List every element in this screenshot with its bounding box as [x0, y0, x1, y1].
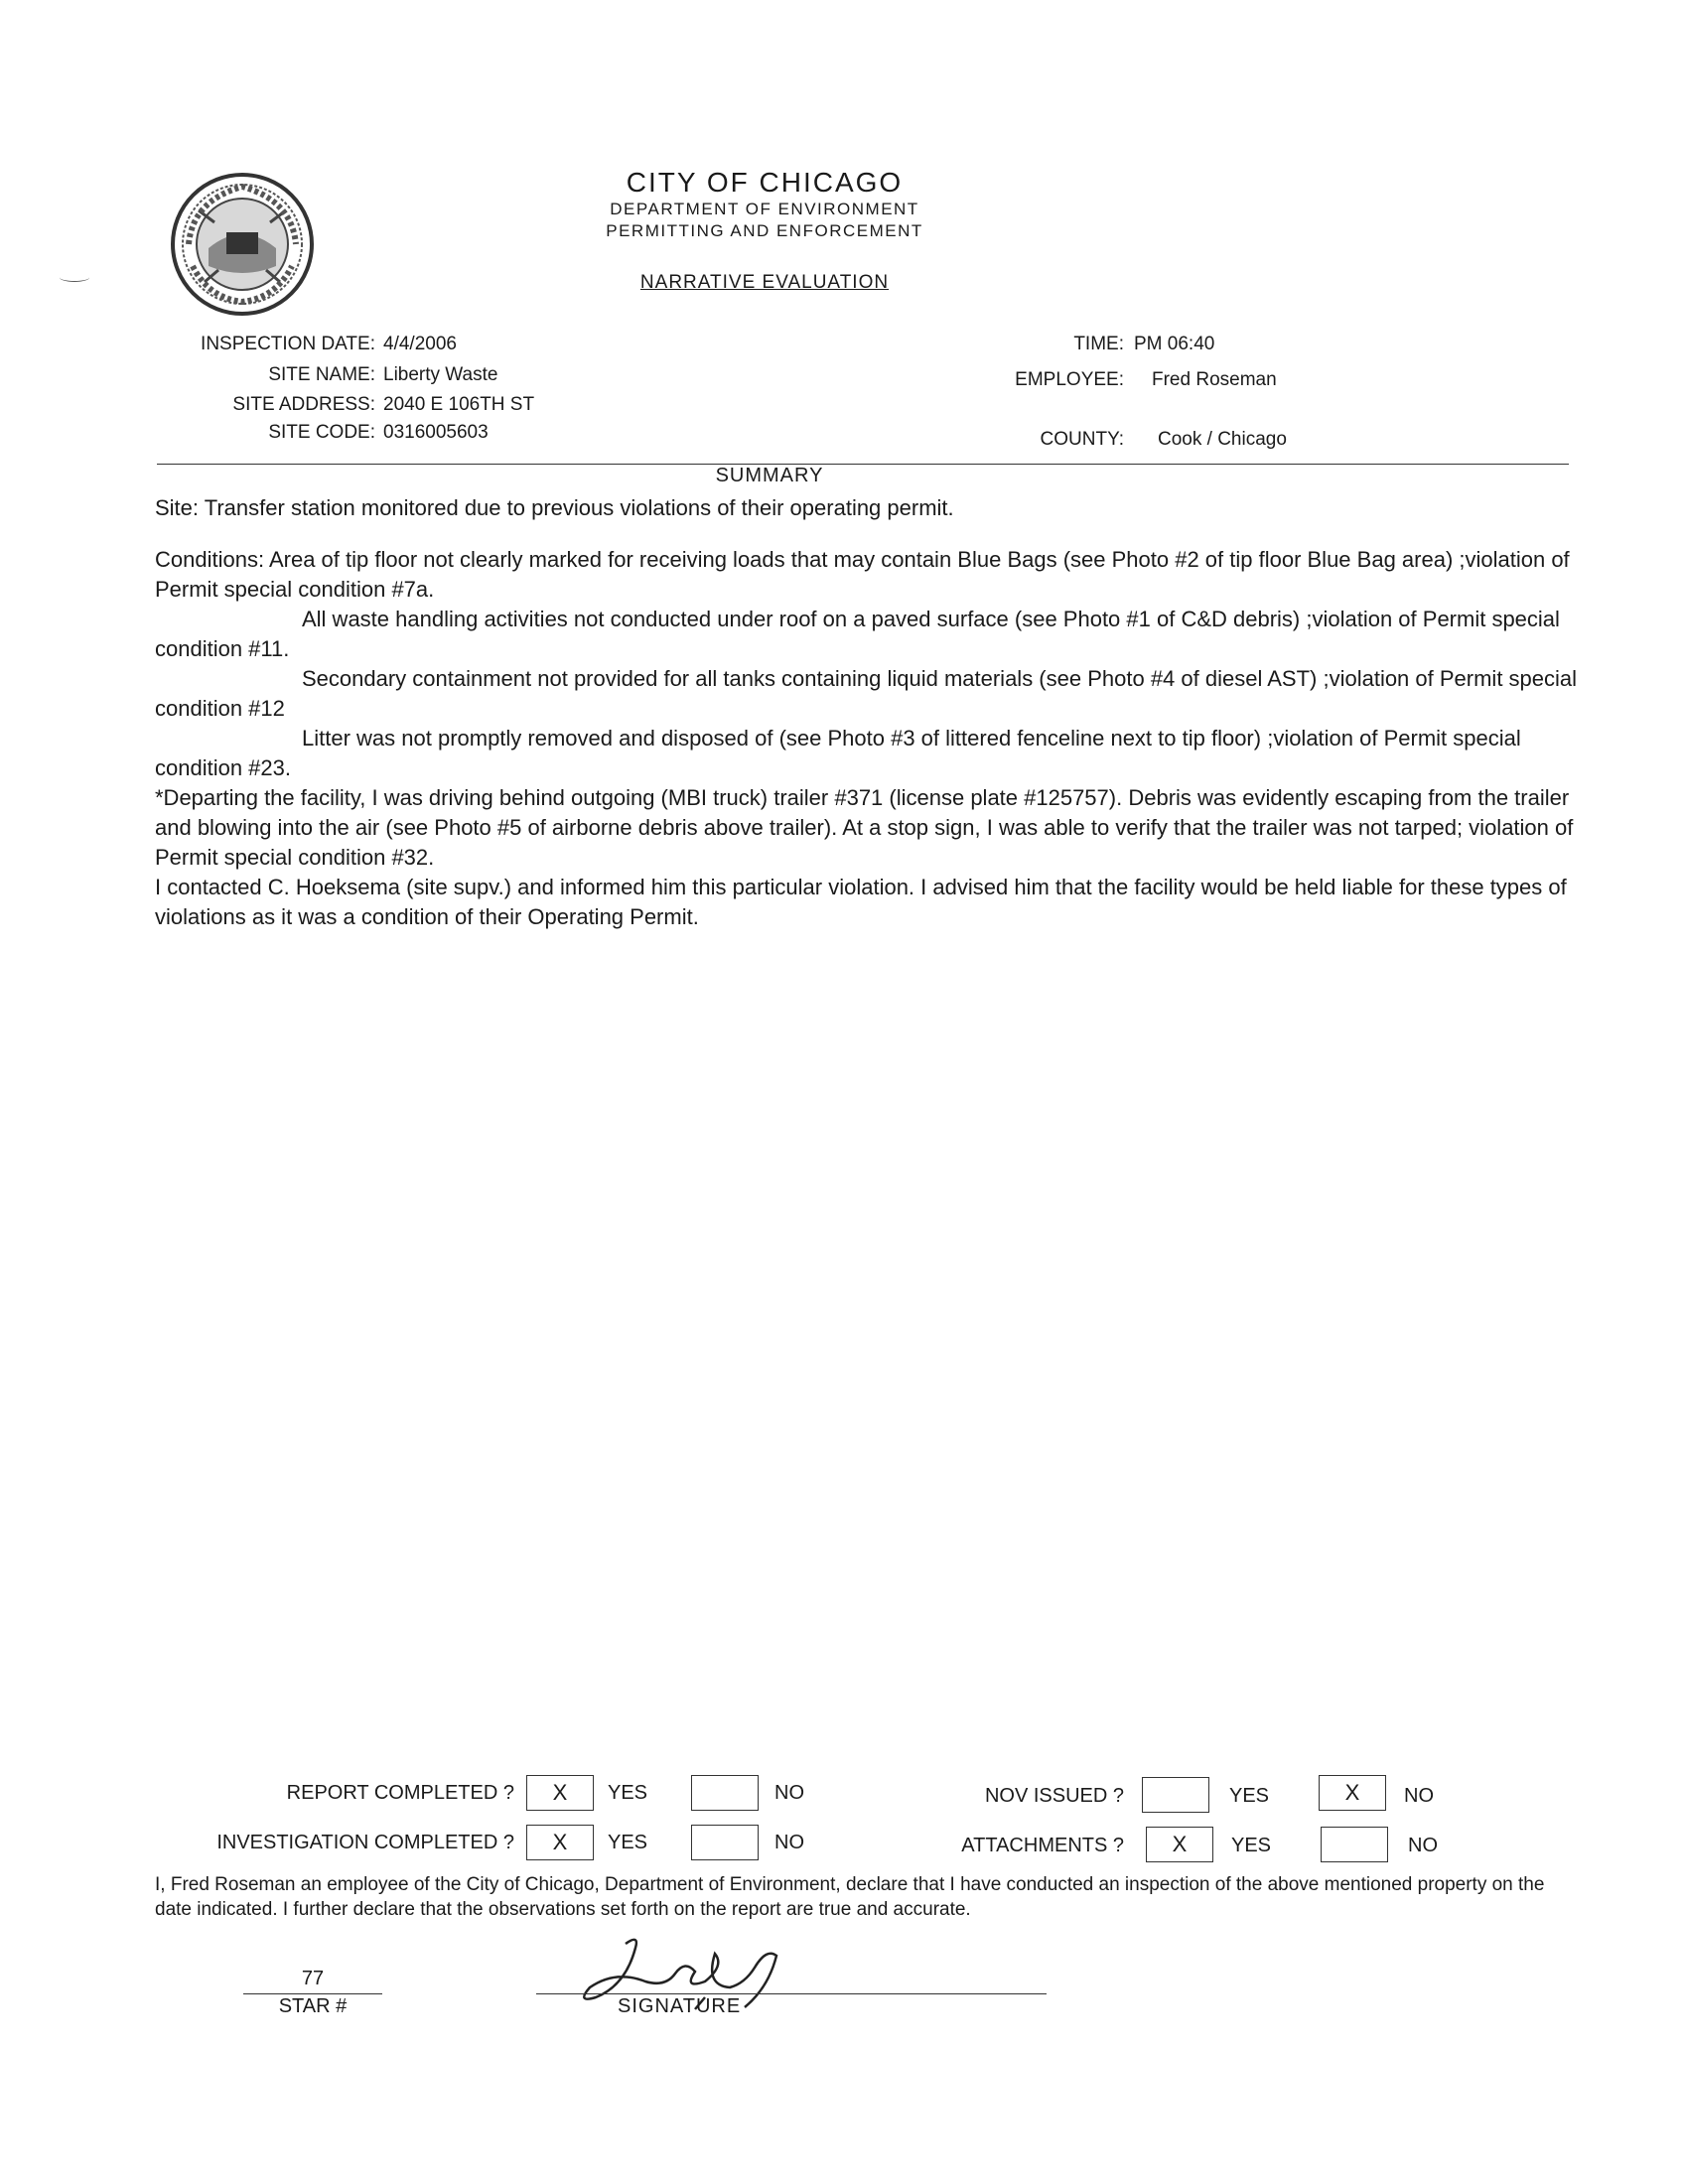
no-label: NO: [774, 1782, 804, 1804]
investigation-completed-label: INVESTIGATION COMPLETED ?: [216, 1832, 514, 1853]
star-label: STAR #: [278, 1995, 348, 2017]
attachments-yes-checkbox[interactable]: X: [1146, 1827, 1213, 1862]
yes-label: YES: [608, 1832, 648, 1853]
condition-paragraph: Secondary containment not provided for all tanks containing liquid materials (see Photo #4 of diesel AST) ;violation of Permit special condition #12: [155, 666, 1578, 721]
attachments-no-checkbox[interactable]: [1321, 1827, 1388, 1862]
department-name: DEPARTMENT OF ENVIRONMENT: [610, 200, 919, 218]
attachments-label: ATTACHMENTS ?: [961, 1835, 1124, 1856]
no-label: NO: [774, 1832, 804, 1853]
site-address-value: 2040 E 106TH ST: [383, 394, 535, 415]
summary-heading: SUMMARY: [715, 465, 824, 486]
report-completed-no-checkbox[interactable]: [691, 1775, 759, 1811]
no-label: NO: [1404, 1785, 1434, 1807]
scan-mark: [60, 273, 89, 282]
city-title: CITY OF CHICAGO: [626, 167, 904, 198]
nov-issued-no-checkbox[interactable]: X: [1319, 1775, 1386, 1811]
site-address-label: SITE ADDRESS:: [232, 394, 375, 415]
star-number: 77: [301, 1968, 325, 1989]
investigation-completed-yes-checkbox[interactable]: X: [526, 1825, 594, 1860]
condition-paragraph: Conditions: Area of tip floor not clearly marked for receiving loads that may contain Blue Bags (see Photo #2 of tip floor Blue Bag area) ;violation of Permit special condition #7a.: [155, 547, 1570, 602]
yes-label: YES: [608, 1782, 648, 1804]
yes-label: YES: [1229, 1785, 1270, 1807]
county-value: Cook / Chicago: [1158, 429, 1287, 450]
condition-paragraph: Litter was not promptly removed and disposed of (see Photo #3 of littered fenceline next to tip floor) ;violation of Permit special condition #23.: [155, 726, 1521, 780]
narrative-body: [155, 493, 1585, 932]
city-seal-icon: [169, 171, 316, 318]
declaration-text: I, Fred Roseman an employee of the City of Chicago, Department of Environment, declare that I have conducted an inspection of the above mentioned property on the date indicated. I further declare that the observations set forth on the report are true and accurate.: [155, 1874, 1545, 1920]
inspection-date-value: 4/4/2006: [383, 334, 457, 354]
no-label: NO: [1408, 1835, 1438, 1856]
employee-value: Fred Roseman: [1152, 369, 1277, 390]
division-name: PERMITTING AND ENFORCEMENT: [606, 221, 923, 240]
star-line: [243, 1993, 382, 1994]
signature-line: [536, 1993, 1047, 1994]
yes-label: YES: [1231, 1835, 1272, 1856]
document-type: NARRATIVE EVALUATION: [639, 272, 890, 293]
investigation-completed-no-checkbox[interactable]: [691, 1825, 759, 1860]
employee-label: EMPLOYEE:: [1015, 369, 1124, 390]
signature-label: SIGNATURE: [618, 1995, 742, 2017]
condition-paragraph: All waste handling activities not conducted under roof on a paved surface (see Photo #1 of C&D debris) ;violation of Permit special condition #11.: [155, 607, 1560, 661]
document-header: [516, 167, 1013, 294]
departing-paragraph: *Departing the facility, I was driving behind outgoing (MBI truck) trailer #371 (license plate #125757). Debris was evidently escaping from the trailer and blowing into the air (see Photo #5 of airborne debris above trailer). At a stop sign, I was able to verify that the trailer was not tarped; violation of Permit special condition #32.: [155, 785, 1574, 870]
county-label: COUNTY:: [1040, 429, 1124, 450]
site-name-value: Liberty Waste: [383, 364, 498, 385]
nov-issued-label: NOV ISSUED ?: [984, 1785, 1124, 1807]
time-value: PM 06:40: [1134, 334, 1215, 354]
nov-issued-yes-checkbox[interactable]: [1142, 1777, 1209, 1813]
site-name-label: SITE NAME:: [268, 364, 375, 385]
contacted-paragraph: I contacted C. Hoeksema (site supv.) and informed him this particular violation. I advised him that the facility would be held liable for these types of violations as it was a condition of their Operating Permit.: [155, 875, 1567, 929]
report-completed-label: REPORT COMPLETED ?: [286, 1782, 514, 1804]
site-code-value: 0316005603: [383, 422, 489, 443]
site-code-label: SITE CODE:: [268, 422, 375, 443]
report-completed-yes-checkbox[interactable]: X: [526, 1775, 594, 1811]
site-paragraph: Site: Transfer station monitored due to previous violations of their operating permit.: [155, 495, 954, 520]
time-label: TIME:: [1073, 334, 1124, 354]
inspection-date-label: INSPECTION DATE:: [201, 334, 375, 354]
